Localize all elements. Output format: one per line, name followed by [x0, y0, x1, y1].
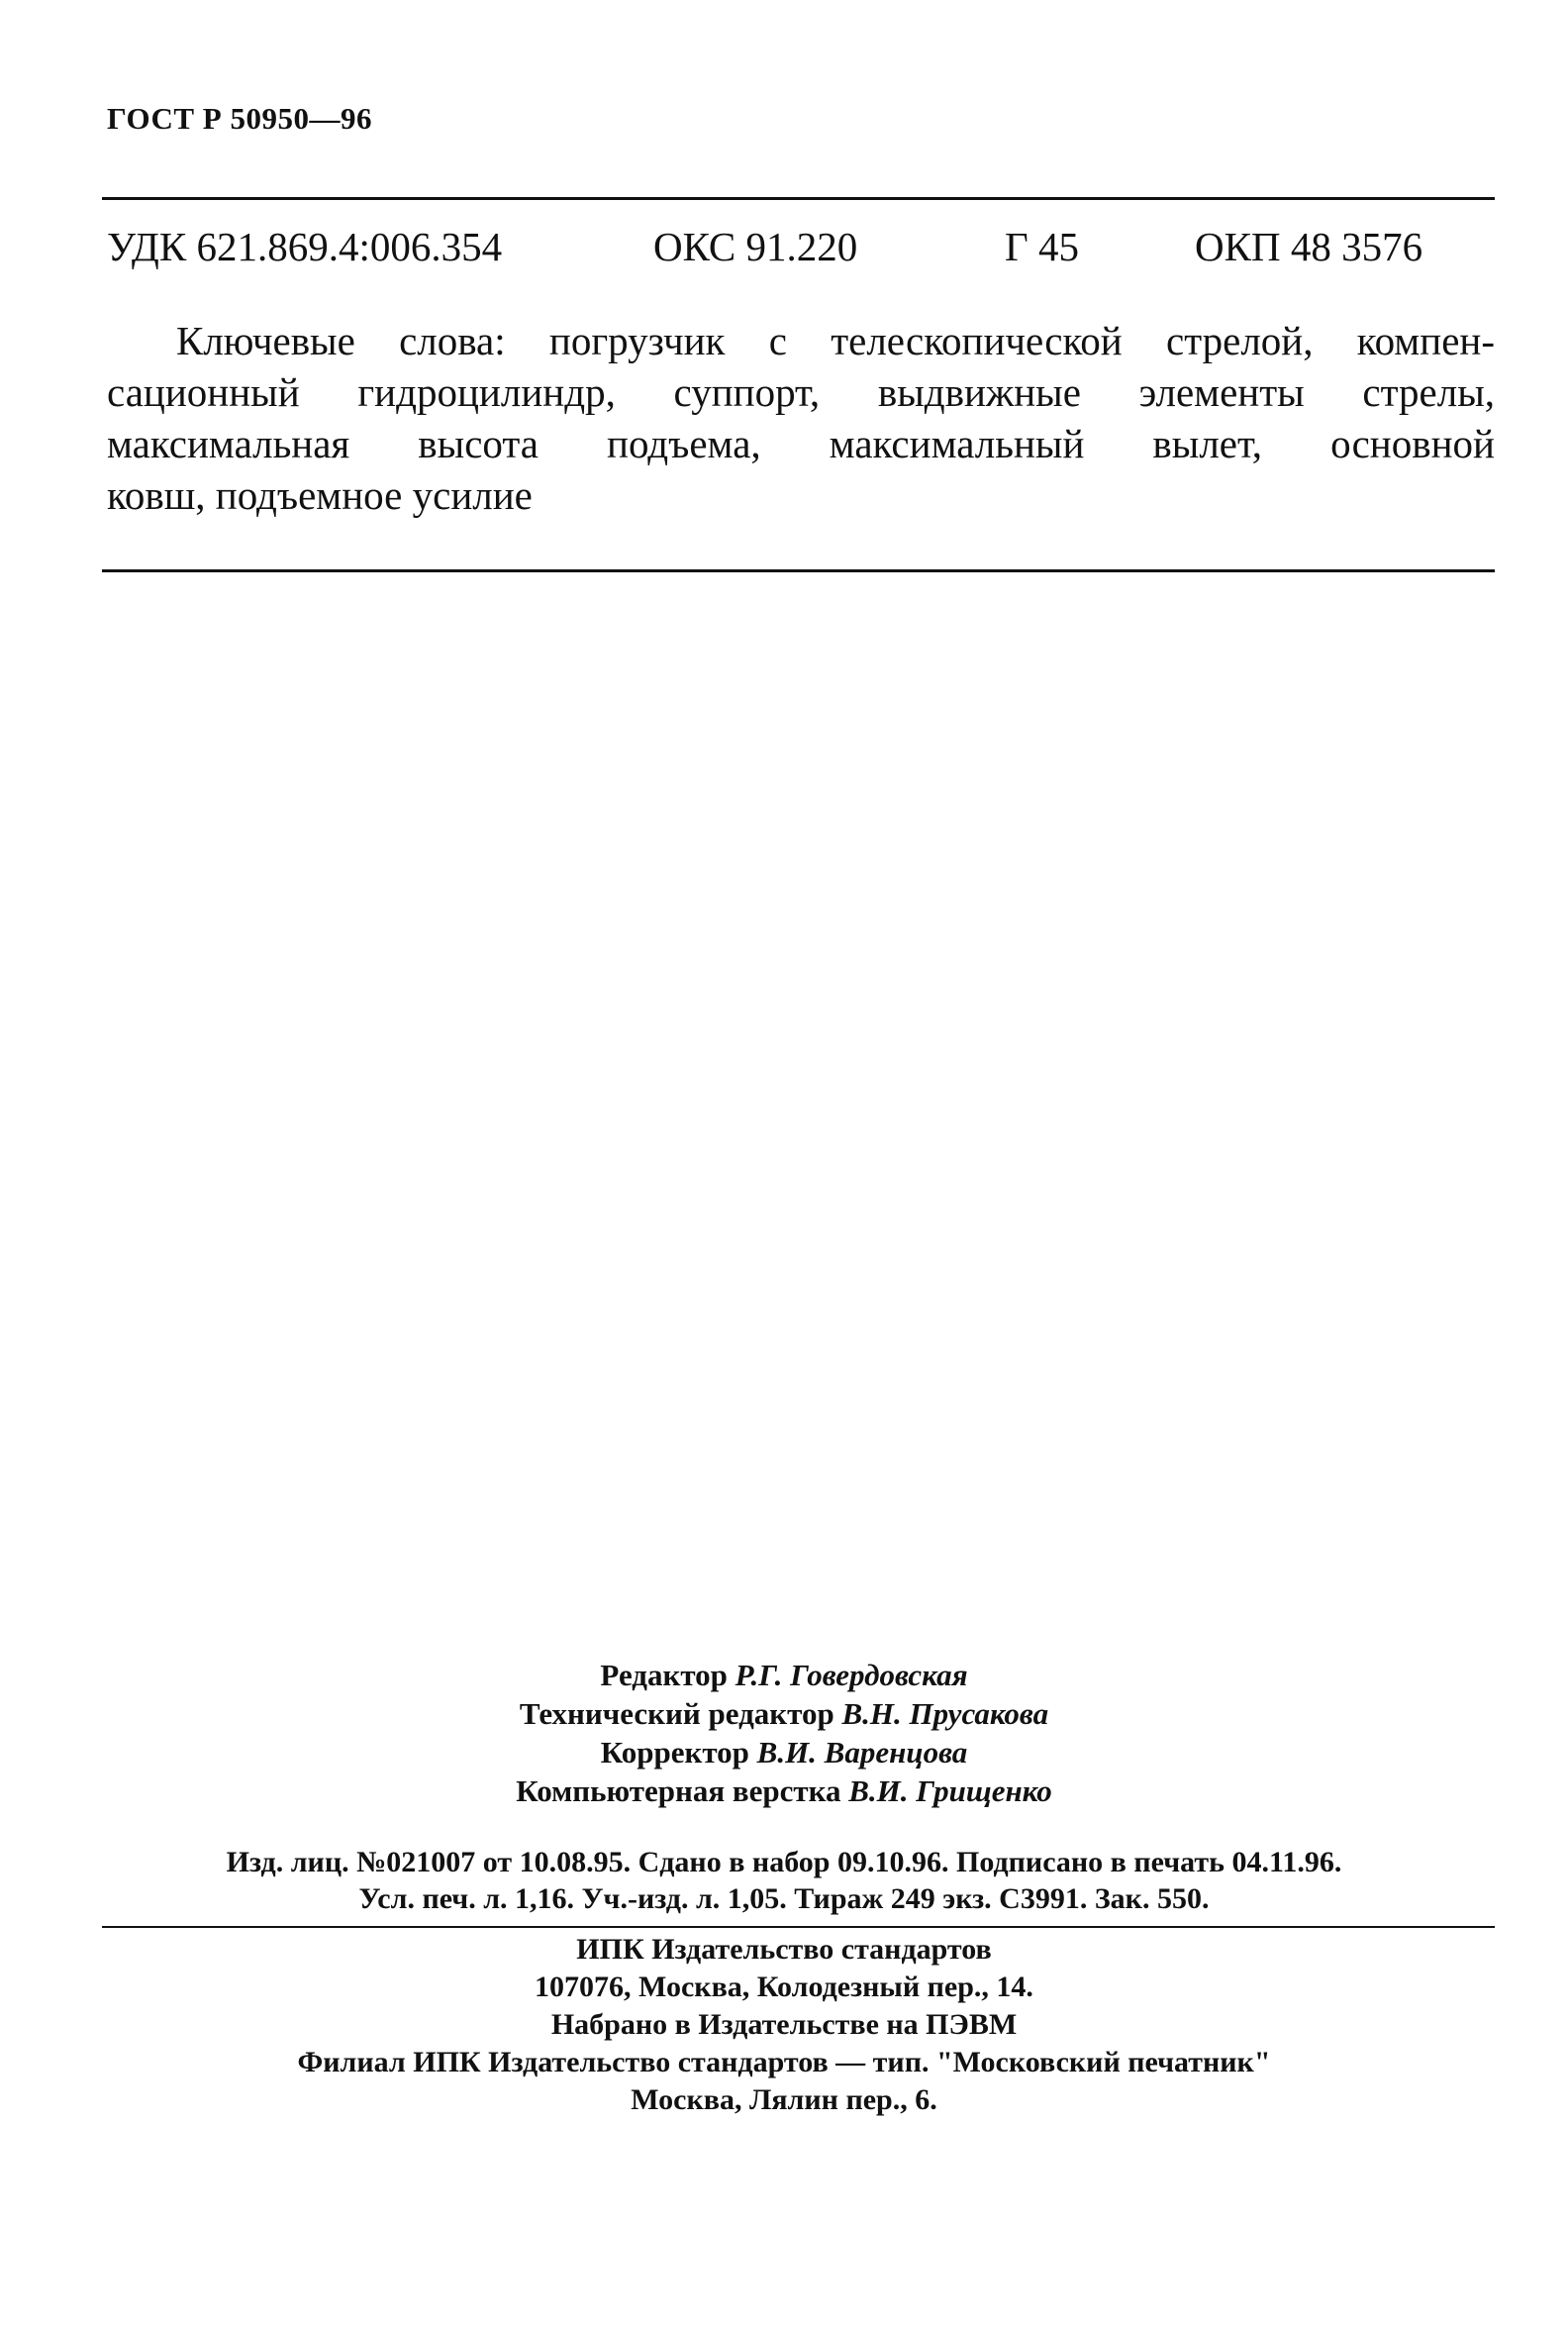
keywords-line: Ключевые слова: погрузчик с телескопической стрелой, компен-	[176, 318, 1495, 363]
udk-code: УДК 621.869.4:006.354	[107, 224, 503, 269]
standard-code: ГОСТ Р 50950—96	[107, 101, 372, 136]
keywords-line: сационный гидроцилиндр, суппорт, выдвижные элементы стрелы,	[107, 369, 1495, 415]
credits-block	[0, 1656, 1568, 1810]
keywords-paragraph	[107, 315, 1495, 521]
classification-row	[0, 223, 1568, 282]
credit-role: Корректор	[600, 1735, 749, 1770]
imprint-line: Изд. лиц. №021007 от 10.08.95. Сдано в набор 09.10.96. Подписано в печать 04.11.96.	[226, 1846, 1342, 1878]
credit-name: В.Н. Прусакова	[841, 1696, 1049, 1731]
credit-name: В.И. Варенцова	[756, 1735, 968, 1770]
credit-row	[0, 1694, 1568, 1733]
credit-name: В.И. Грищенко	[848, 1773, 1052, 1808]
keywords-line: максимальная высота подъема, максимальный вылет, основной	[107, 421, 1495, 466]
credit-role: Компьютерная верстка	[516, 1773, 841, 1808]
publisher-line: Москва, Лялин пер., 6.	[631, 2083, 937, 2116]
credit-role: Технический редактор	[519, 1696, 834, 1731]
imprint-divider	[102, 1926, 1495, 1928]
publisher-block	[0, 1931, 1568, 2119]
keywords-line: ковш, подъемное усилие	[107, 472, 533, 518]
credit-row	[0, 1771, 1568, 1810]
okp-code: ОКП 48 3576	[1195, 224, 1423, 269]
group-code: Г 45	[1005, 224, 1079, 269]
publisher-line: Набрано в Издательстве на ПЭВМ	[550, 2008, 1018, 2041]
credit-role: Редактор	[600, 1658, 728, 1692]
oks-code: ОКС 91.220	[653, 224, 858, 269]
credit-row	[0, 1656, 1568, 1694]
imprint-line: Усл. печ. л. 1,16. Уч.-изд. л. 1,05. Тираж 249 экз. С3991. Зак. 550.	[358, 1882, 1210, 1915]
publisher-line: 107076, Москва, Колодезный пер., 14.	[535, 1971, 1033, 2003]
publisher-line: Филиал ИПК Издательство стандартов — тип. "Московский печатник"	[297, 2046, 1271, 2078]
imprint-block	[0, 1844, 1568, 1917]
keywords-divider	[102, 569, 1495, 572]
publisher-line: ИПК Издательство стандартов	[576, 1933, 992, 1966]
top-divider	[102, 197, 1495, 200]
credit-row	[0, 1733, 1568, 1771]
credit-name: Р.Г. Говердовская	[735, 1658, 968, 1692]
